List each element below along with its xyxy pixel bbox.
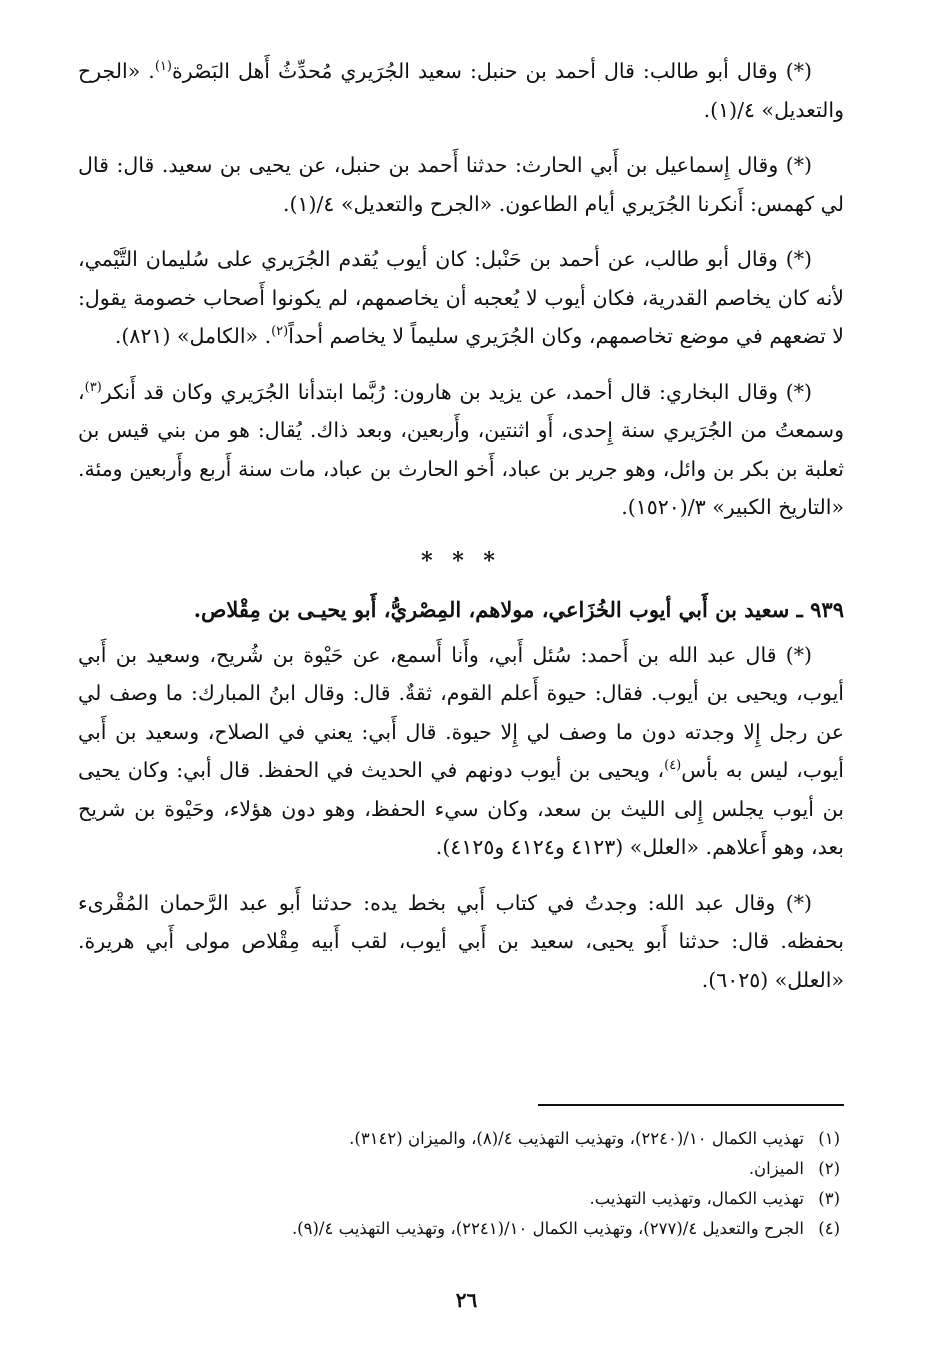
paragraph-text: (*) وقال أبو طالب: قال أحمد بن حنبل: سعيد الجُرَيري مُحدِّثُ أَهل البَصْرة	[171, 59, 812, 83]
footnote-ref[interactable]: (٢)	[271, 324, 289, 340]
footnote-text: الميزان.	[748, 1159, 804, 1178]
footnote-ref[interactable]: (٣)	[84, 379, 102, 395]
page-number: ٢٦	[455, 1288, 478, 1312]
footnote-ref[interactable]: (١)	[154, 59, 172, 75]
paragraph-p1	[78, 52, 844, 129]
section-separator: * * *	[421, 547, 501, 574]
paragraph-text: . «الجرح والتعديل» ٤/(١).	[78, 59, 844, 122]
footnote-item	[100, 1124, 840, 1154]
paragraph-text: . «الكامل» (٨٢١).	[114, 324, 272, 348]
page-body	[78, 52, 844, 1016]
paragraph-p2	[78, 146, 844, 223]
footnote-number: (٢)	[818, 1159, 840, 1178]
footnote-item	[100, 1214, 840, 1244]
top-paragraphs	[78, 52, 844, 527]
footnote-number: (١)	[818, 1129, 840, 1148]
paragraph-p4	[78, 373, 844, 527]
paragraph-text: (*) وقال إِسماعيل بن أَبي الحارث: حدثنا أَحمد بن حنبل، عن يحيى بن سعيد. قال: قال لي كهمس: أَنكرنا الجُرَيري أيام الطاعون. «الجرح والتعديل» ٤/(١).	[78, 153, 844, 216]
paragraph-text: (*) وقال عبد الله: وجدتُ في كتاب أَبي بخط يده: حدثنا أَبو عبد الرَّحمان المُقْرىء بحفظه. قال: حدثنا أَبو يحيى، سعيد بن أَبي أيوب، لقب أَبيه مِقْلاص مولى أَبي هريرة. «العلل» (٦٠٢٥).	[78, 890, 844, 992]
paragraph-text: ، ويحيى بن أيوب دونهم في الحديث في الحفظ. قال أبي: وكان يحيى بن أيوب يجلس إِلى الليث بن سعد، وكان سيء الحفظ، وهو دون هؤلاء، وحَيْوة بن شريح بعد، وهو أَعلاهم. «العلل» (٤١٢٣ و٤١٢٤ و٤١٢٥).	[78, 758, 844, 859]
paragraph-p5	[78, 636, 844, 867]
footnote-item	[100, 1154, 840, 1184]
footnote-text: تهذيب الكمال، وتهذيب التهذيب.	[589, 1189, 804, 1208]
paragraph-text: ، وسمعتُ من الجُرَيري سنة إِحدى، أَو اثنتين، وأَربعين، وبعد ذاك. يُقال: هو من بني قيس بن ثعلبة بن بكر بن وائل، وهو جرير بن عباد، أَخو الحارث بن عباد، مات سنة أَربع وأَربعين ومئة. «التاريخ الكبير» ٣/(١٥٢٠).	[78, 379, 844, 519]
paragraph-text: (*) قال عبد الله بن أَحمد: سُئل أَبي، وأَنا أَسمع، عن حَيْوة بن شُريح، وسعيد بن أَبي أيوب، ويحيى بن أيوب. فقال: حيوة أَعلم القوم، ثقةٌ. قال: وقال ابنُ المبارك: ما وصف لي عن رجل إِلا وجدته دون ما وصف لي إِلا حيوة. قال أَبي: يعني في الصلاح، وسعيد بن أَبي أيوب، ليس به بأس	[78, 642, 844, 782]
paragraph-text: (*) وقال البخاري: قال أحمد، عن يزيد بن هارون: رُبَّما ابتدأنا الجُرَيري وكان قد أَنكر	[101, 379, 812, 404]
footnote-text: الجرح والتعديل ٤/(٢٧٧)، وتهذيب الكمال ١٠/(٢٢٤١)، وتهذيب التهذيب ٤/(٩).	[291, 1219, 804, 1238]
footnote-item	[100, 1184, 840, 1214]
footnotes	[100, 1124, 840, 1244]
footnote-number: (٤)	[818, 1219, 840, 1238]
footnote-ref[interactable]: (٤)	[664, 758, 682, 774]
bottom-paragraphs	[78, 636, 844, 1000]
paragraph-p3	[78, 240, 844, 356]
footnote-text: تهذيب الكمال ١٠/(٢٢٤٠)، وتهذيب التهذيب ٤/(٨)، والميزان (٣١٤٢).	[349, 1129, 804, 1148]
paragraph-p6	[78, 884, 844, 1000]
paragraph-text: (*) وقال أبو طالب، عن أحمد بن حَنْبل: كان أيوب يُقدم الجُرَيري على سُليمان التَّيْمي، لأنه كان يخاصم القدرية، فكان أيوب لا يُعجبه أن يخاصمهم، لم يكونوا أَصحاب خصومة يقول: لا تضعهم في موضع تخاصمهم، وكان الجُرَيري سليماً لا يخاصم أحداً	[78, 247, 844, 348]
entry-heading: ٩٣٩ ـ سعيد بن أَبي أيوب الخُزَاعي، مولاهم، المِصْريُّ، أَبو يحيـى بن مِقْلاص.	[193, 596, 844, 622]
footnote-divider	[538, 1104, 844, 1106]
footnote-number: (٣)	[818, 1189, 840, 1208]
